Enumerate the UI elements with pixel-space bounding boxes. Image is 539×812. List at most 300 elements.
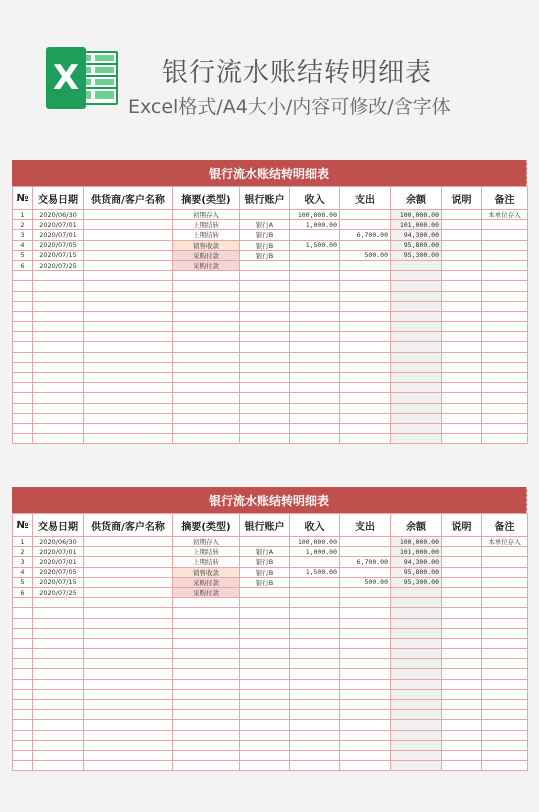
cell-summary: [173, 281, 240, 291]
cell-party: [84, 220, 173, 230]
cell-income: [290, 628, 340, 638]
cell-party: [84, 322, 173, 332]
cell-summary: [173, 649, 240, 659]
cell-expense: [340, 383, 391, 393]
cell-summary: 销售收款: [173, 567, 240, 577]
cell-summary: [173, 434, 240, 444]
cell-date: 2020/06/30: [33, 210, 84, 220]
table-row: [13, 740, 528, 750]
cell-income: [290, 598, 340, 608]
cell-balance: [391, 700, 442, 710]
cell-desc: [442, 537, 482, 547]
cell-no: [13, 679, 33, 689]
cell-desc: [442, 383, 482, 393]
cell-date: [33, 710, 84, 720]
cell-no: [13, 383, 33, 393]
cell-no: [13, 413, 33, 423]
cell-balance: 95,800.00: [391, 240, 442, 250]
cell-balance: 94,300.00: [391, 557, 442, 567]
cell-balance: [391, 679, 442, 689]
table-row: [13, 281, 528, 291]
cell-income: [290, 720, 340, 730]
cell-date: [33, 403, 84, 413]
cell-desc: [442, 311, 482, 321]
cell-account: [240, 434, 290, 444]
cell-date: [33, 720, 84, 730]
cell-balance: [391, 598, 442, 608]
cell-no: 6: [13, 587, 33, 597]
cell-date: [33, 649, 84, 659]
cell-desc: [442, 393, 482, 403]
cell-note: [482, 291, 528, 301]
cell-no: [13, 271, 33, 281]
cell-account: [240, 311, 290, 321]
cell-expense: [340, 240, 391, 250]
cell-expense: [340, 700, 391, 710]
cell-no: [13, 598, 33, 608]
cell-balance: [391, 413, 442, 423]
cell-summary: [173, 413, 240, 423]
cell-account: [240, 659, 290, 669]
cell-date: [33, 383, 84, 393]
table-row: [13, 362, 528, 372]
cell-income: [290, 649, 340, 659]
cell-note: [482, 628, 528, 638]
cell-account: [240, 393, 290, 403]
column-header: 交易日期: [33, 514, 84, 537]
cell-date: [33, 423, 84, 433]
table-row: [13, 260, 528, 270]
cell-account: [240, 679, 290, 689]
cell-note: [482, 373, 528, 383]
column-header: 备注: [482, 514, 528, 537]
cell-party: [84, 638, 173, 648]
cell-date: [33, 598, 84, 608]
cell-desc: [442, 761, 482, 771]
cell-expense: [340, 311, 391, 321]
cell-date: 2020/07/01: [33, 220, 84, 230]
column-header: 摘要(类型): [173, 514, 240, 537]
column-header: 收入: [290, 187, 340, 210]
cell-party: [84, 230, 173, 240]
cell-desc: [442, 598, 482, 608]
cell-balance: [391, 281, 442, 291]
table-row: [13, 710, 528, 720]
cell-summary: [173, 710, 240, 720]
cell-account: [240, 740, 290, 750]
cell-party: [84, 332, 173, 342]
cell-balance: 95,300.00: [391, 250, 442, 260]
cell-summary: 上期结转: [173, 547, 240, 557]
cell-balance: [391, 649, 442, 659]
cell-summary: [173, 383, 240, 393]
cell-income: [290, 342, 340, 352]
cell-note: [482, 618, 528, 628]
cell-date: [33, 332, 84, 342]
cell-party: [84, 352, 173, 362]
column-header: 说明: [442, 514, 482, 537]
cell-expense: [340, 393, 391, 403]
cell-income: [290, 373, 340, 383]
cell-desc: [442, 413, 482, 423]
cell-date: [33, 352, 84, 362]
cell-summary: 采购付款: [173, 260, 240, 270]
cell-income: [290, 352, 340, 362]
cell-no: [13, 362, 33, 372]
table-row: [13, 547, 528, 557]
cell-note: [482, 608, 528, 618]
cell-desc: [442, 628, 482, 638]
cell-no: [13, 659, 33, 669]
cell-note: [482, 761, 528, 771]
cell-balance: 95,800.00: [391, 567, 442, 577]
cell-income: [290, 271, 340, 281]
cell-account: [240, 281, 290, 291]
spreadsheet-preview-1: [12, 160, 527, 444]
cell-note: [482, 547, 528, 557]
cell-expense: 6,700.00: [340, 557, 391, 567]
cell-income: [290, 740, 340, 750]
cell-no: [13, 373, 33, 383]
cell-no: 2: [13, 547, 33, 557]
cell-note: [482, 342, 528, 352]
cell-summary: 上期结转: [173, 557, 240, 567]
cell-summary: [173, 342, 240, 352]
cell-balance: [391, 332, 442, 342]
cell-date: [33, 628, 84, 638]
cell-income: [290, 322, 340, 332]
column-header-row: [13, 514, 528, 537]
cell-date: [33, 362, 84, 372]
table-row: [13, 220, 528, 230]
cell-no: 1: [13, 210, 33, 220]
cell-expense: [340, 547, 391, 557]
cell-date: 2020/07/25: [33, 587, 84, 597]
cell-balance: 100,000.00: [391, 210, 442, 220]
cell-no: 5: [13, 250, 33, 260]
cell-desc: [442, 730, 482, 740]
cell-summary: [173, 720, 240, 730]
cell-balance: [391, 291, 442, 301]
cell-note: [482, 362, 528, 372]
cell-no: [13, 649, 33, 659]
cell-note: [482, 710, 528, 720]
cell-desc: [442, 700, 482, 710]
cell-no: [13, 638, 33, 648]
table-row: [13, 403, 528, 413]
cell-no: [13, 291, 33, 301]
cell-date: [33, 679, 84, 689]
cell-income: [290, 689, 340, 699]
cell-party: [84, 271, 173, 281]
cell-summary: [173, 332, 240, 342]
cell-party: [84, 383, 173, 393]
cell-note: [482, 311, 528, 321]
table-row: [13, 342, 528, 352]
cell-note: [482, 260, 528, 270]
cell-balance: [391, 720, 442, 730]
column-header: 供货商/客户名称: [84, 514, 173, 537]
cell-desc: [442, 567, 482, 577]
cell-no: [13, 393, 33, 403]
cell-note: [482, 332, 528, 342]
cell-party: [84, 567, 173, 577]
cell-income: [290, 311, 340, 321]
cell-no: [13, 301, 33, 311]
cell-balance: [391, 301, 442, 311]
cell-expense: 500.00: [340, 250, 391, 260]
cell-expense: [340, 730, 391, 740]
table-row: [13, 557, 528, 567]
column-header: 余额: [391, 514, 442, 537]
cell-note: [482, 220, 528, 230]
page-title: 银行流水账结转明细表: [162, 58, 433, 88]
column-header: №: [13, 187, 33, 210]
cell-no: [13, 720, 33, 730]
cell-date: [33, 301, 84, 311]
cell-date: [33, 434, 84, 444]
cell-note: [482, 649, 528, 659]
table-row: [13, 598, 528, 608]
cell-account: [240, 700, 290, 710]
cell-summary: [173, 301, 240, 311]
cell-desc: [442, 557, 482, 567]
cell-no: [13, 689, 33, 699]
cell-desc: [442, 332, 482, 342]
cell-balance: [391, 373, 442, 383]
sheet-title-band: 银行流水账结转明细表: [12, 487, 527, 513]
cell-account: [240, 720, 290, 730]
cell-income: [290, 250, 340, 260]
table-row: [13, 250, 528, 260]
cell-income: [290, 669, 340, 679]
column-header: 银行账户: [240, 187, 290, 210]
cell-balance: [391, 423, 442, 433]
cell-expense: [340, 220, 391, 230]
cell-summary: [173, 598, 240, 608]
cell-income: [290, 618, 340, 628]
cell-note: [482, 567, 528, 577]
cell-expense: [340, 322, 391, 332]
cell-balance: [391, 362, 442, 372]
cell-no: [13, 730, 33, 740]
table-row: [13, 322, 528, 332]
cell-account: [240, 322, 290, 332]
column-header: 供货商/客户名称: [84, 187, 173, 210]
cell-date: [33, 322, 84, 332]
cell-summary: 采购付款: [173, 587, 240, 597]
cell-balance: [391, 618, 442, 628]
cell-account: [240, 260, 290, 270]
cell-summary: 上期结转: [173, 230, 240, 240]
page-subtitle: Excel格式/A4大小/内容可修改/含字体: [128, 96, 451, 118]
cell-no: [13, 618, 33, 628]
table-row: [13, 761, 528, 771]
column-header: 说明: [442, 187, 482, 210]
cell-account: 银行A: [240, 220, 290, 230]
cell-account: [240, 383, 290, 393]
cell-desc: [442, 423, 482, 433]
cell-desc: [442, 271, 482, 281]
cell-summary: [173, 679, 240, 689]
cell-party: [84, 537, 173, 547]
cell-note: [482, 352, 528, 362]
cell-expense: [340, 750, 391, 760]
cell-no: [13, 761, 33, 771]
cell-expense: [340, 373, 391, 383]
cell-expense: [340, 608, 391, 618]
cell-date: [33, 373, 84, 383]
cell-note: [482, 750, 528, 760]
cell-income: 100,000.00: [290, 537, 340, 547]
cell-note: [482, 740, 528, 750]
cell-summary: [173, 638, 240, 648]
cell-summary: [173, 700, 240, 710]
cell-expense: [340, 618, 391, 628]
cell-desc: [442, 740, 482, 750]
cell-balance: [391, 434, 442, 444]
cell-account: 银行B: [240, 567, 290, 577]
cell-summary: [173, 628, 240, 638]
cell-no: 3: [13, 230, 33, 240]
cell-date: 2020/07/15: [33, 577, 84, 587]
cell-account: [240, 362, 290, 372]
column-header: №: [13, 514, 33, 537]
cell-note: [482, 434, 528, 444]
header: [0, 0, 539, 158]
cell-income: [290, 230, 340, 240]
cell-summary: 初期存入: [173, 537, 240, 547]
cell-balance: [391, 638, 442, 648]
cell-income: [290, 659, 340, 669]
cell-balance: [391, 730, 442, 740]
cell-balance: [391, 710, 442, 720]
cell-no: [13, 352, 33, 362]
cell-note: [482, 271, 528, 281]
cell-note: 本单位存入: [482, 537, 528, 547]
cell-no: [13, 700, 33, 710]
ledger-table: [12, 513, 528, 771]
cell-expense: 6,700.00: [340, 230, 391, 240]
cell-date: 2020/07/01: [33, 547, 84, 557]
cell-summary: [173, 423, 240, 433]
cell-expense: [340, 210, 391, 220]
cell-no: [13, 403, 33, 413]
cell-desc: [442, 547, 482, 557]
cell-note: [482, 423, 528, 433]
cell-balance: [391, 761, 442, 771]
cell-desc: [442, 291, 482, 301]
cell-party: [84, 679, 173, 689]
column-header: 支出: [340, 514, 391, 537]
cell-summary: [173, 669, 240, 679]
cell-date: [33, 413, 84, 423]
cell-party: [84, 547, 173, 557]
cell-party: [84, 434, 173, 444]
cell-balance: [391, 587, 442, 597]
cell-party: [84, 413, 173, 423]
cell-income: 1,000.00: [290, 547, 340, 557]
cell-account: [240, 598, 290, 608]
cell-income: [290, 730, 340, 740]
table-row: [13, 434, 528, 444]
ledger-body: [13, 537, 528, 771]
cell-account: [240, 710, 290, 720]
table-row: [13, 393, 528, 403]
table-row: [13, 210, 528, 220]
cell-date: [33, 311, 84, 321]
cell-expense: [340, 659, 391, 669]
table-row: [13, 679, 528, 689]
cell-income: [290, 679, 340, 689]
cell-summary: [173, 271, 240, 281]
cell-summary: [173, 362, 240, 372]
cell-summary: [173, 311, 240, 321]
cell-no: 5: [13, 577, 33, 587]
cell-date: 2020/07/05: [33, 567, 84, 577]
cell-income: [290, 281, 340, 291]
cell-expense: [340, 598, 391, 608]
cell-party: [84, 301, 173, 311]
cell-desc: [442, 301, 482, 311]
cell-party: [84, 689, 173, 699]
cell-party: [84, 260, 173, 270]
cell-income: [290, 710, 340, 720]
cell-note: [482, 689, 528, 699]
cell-no: 2: [13, 220, 33, 230]
cell-desc: [442, 250, 482, 260]
cell-summary: [173, 689, 240, 699]
cell-desc: [442, 322, 482, 332]
cell-date: [33, 659, 84, 669]
cell-party: [84, 250, 173, 260]
table-row: [13, 618, 528, 628]
cell-desc: [442, 577, 482, 587]
column-header: 余额: [391, 187, 442, 210]
cell-no: [13, 608, 33, 618]
ledger-body: [13, 210, 528, 444]
table-row: [13, 649, 528, 659]
cell-balance: [391, 669, 442, 679]
cell-desc: [442, 230, 482, 240]
cell-expense: [340, 628, 391, 638]
cell-no: 4: [13, 567, 33, 577]
table-row: [13, 587, 528, 597]
cell-income: [290, 608, 340, 618]
cell-income: 1,500.00: [290, 240, 340, 250]
cell-expense: [340, 423, 391, 433]
cell-note: [482, 669, 528, 679]
cell-income: [290, 413, 340, 423]
cell-account: 银行A: [240, 547, 290, 557]
cell-date: [33, 700, 84, 710]
cell-account: [240, 413, 290, 423]
cell-expense: [340, 720, 391, 730]
cell-summary: [173, 322, 240, 332]
cell-desc: [442, 240, 482, 250]
cell-date: 2020/06/30: [33, 537, 84, 547]
cell-balance: [391, 311, 442, 321]
cell-expense: [340, 301, 391, 311]
cell-party: [84, 393, 173, 403]
table-row: [13, 311, 528, 321]
cell-expense: [340, 403, 391, 413]
column-header: 银行账户: [240, 514, 290, 537]
cell-account: [240, 423, 290, 433]
cell-no: [13, 669, 33, 679]
cell-summary: [173, 291, 240, 301]
cell-balance: [391, 322, 442, 332]
